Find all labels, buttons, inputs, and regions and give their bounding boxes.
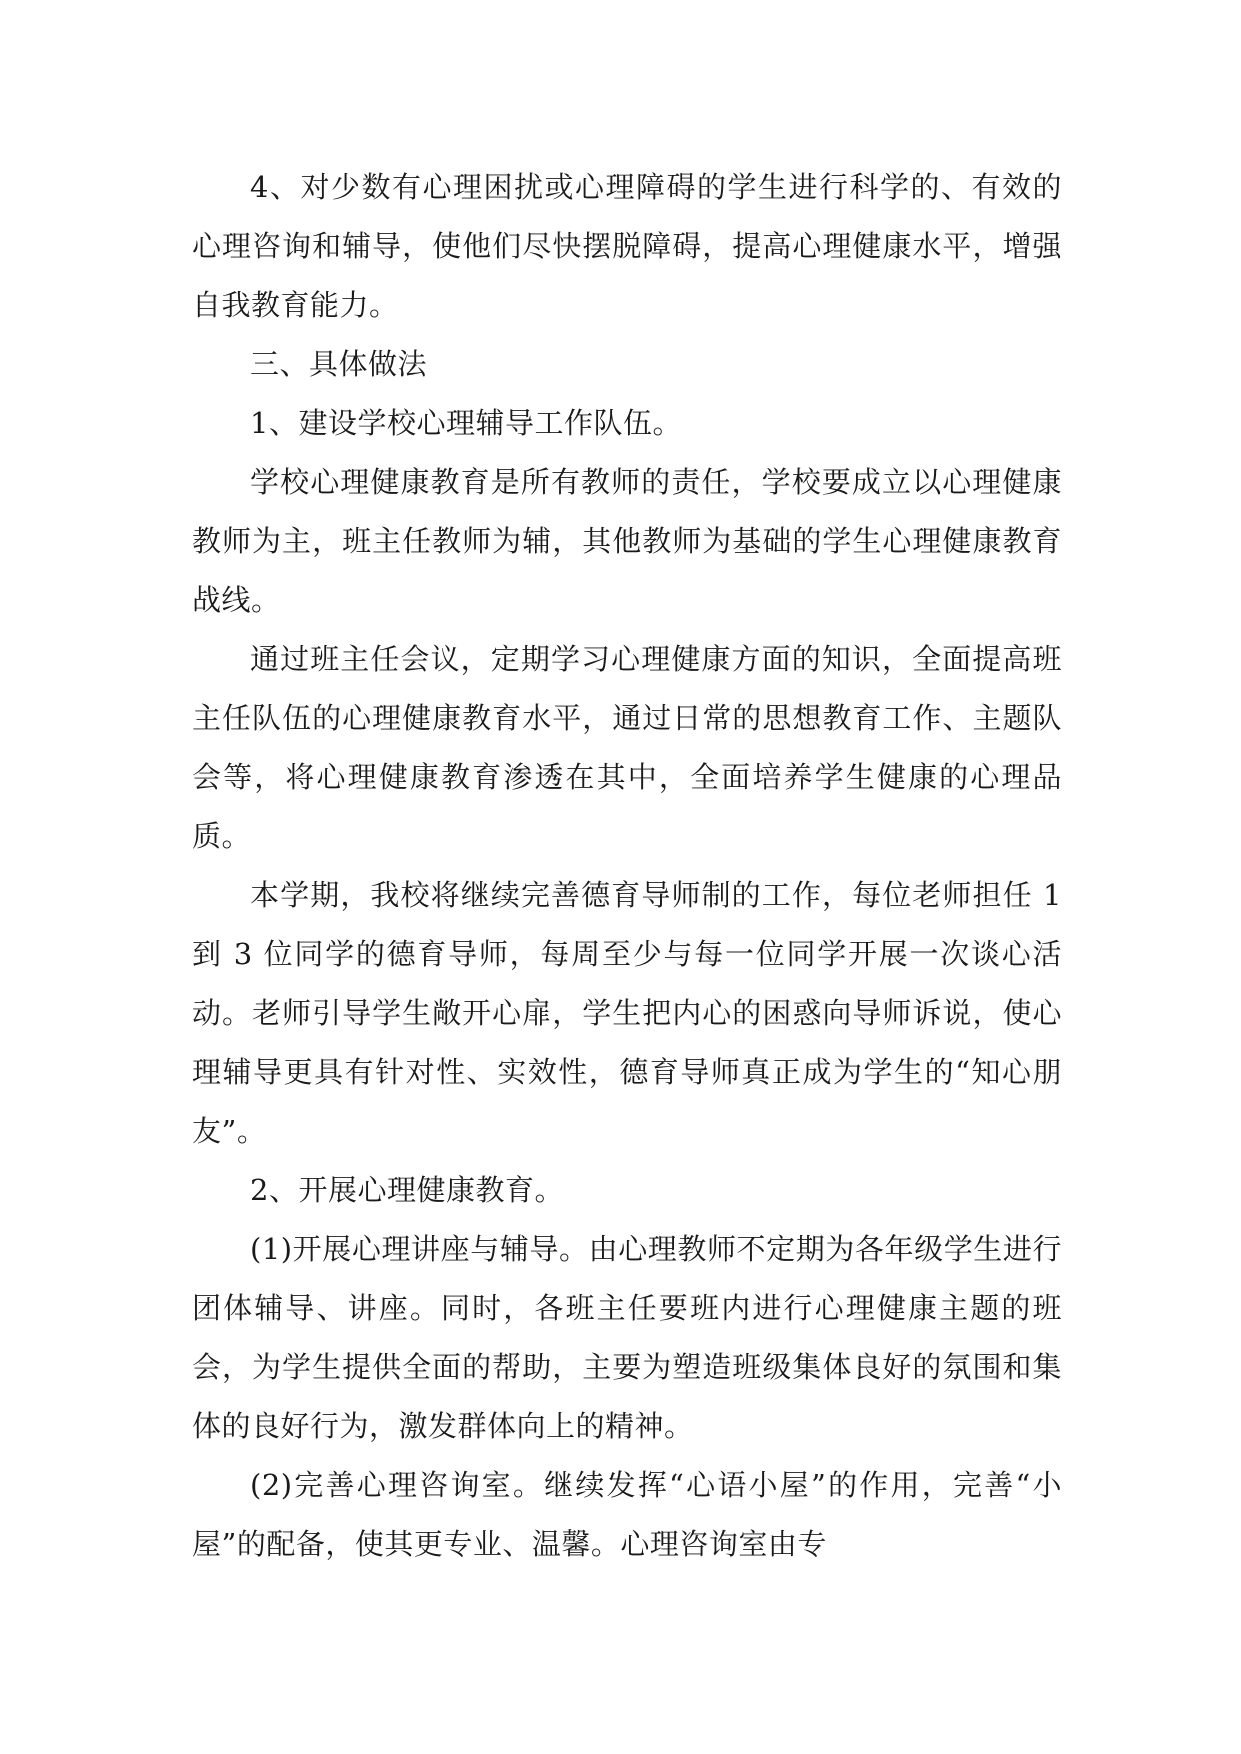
paragraph-mentor-system: 本学期，我校将继续完善德育导师制的工作，每位老师担任 1 到 3 位同学的德育导师，每周至少与每一位同学开展一次谈心活动。老师引导学生敞开心扉，学生把内心的困惑向导师诉说，使心理辅导更具有针对性、实效性，德育导师真正成为学生的“知心朋友”。 xyxy=(192,878,1062,1148)
section-heading-methods: 三、具体做法 xyxy=(250,347,428,381)
paragraph-objective-4: 4、对少数有心理困扰或心理障碍的学生进行科学的、有效的心理咨询和辅导，使他们尽快摆脱障碍，提高心理健康水平，增强自我教育能力。 xyxy=(192,170,1062,322)
paragraph-counseling-room: (2)完善心理咨询室。继续发挥“心语小屋”的作用，完善“小屋”的配备，使其更专业、温馨。心理咨询室由专 xyxy=(192,1468,1062,1561)
subheading-health-education: 2、开展心理健康教育。 xyxy=(250,1173,564,1207)
paragraph-lectures-counseling: (1)开展心理讲座与辅导。由心理教师不定期为各年级学生进行团体辅导、讲座。同时，各班主任要班内进行心理健康主题的班会，为学生提供全面的帮助，主要为塑造班级集体良好的氛围和集体的良好行为，激发群体向上的精神。 xyxy=(192,1232,1062,1443)
subheading-build-team: 1、建设学校心理辅导工作队伍。 xyxy=(250,406,682,440)
paragraph-teacher-responsibility: 学校心理健康教育是所有教师的责任，学校要成立以心理健康教师为主，班主任教师为辅，其他教师为基础的学生心理健康教育战线。 xyxy=(192,465,1062,617)
document-page xyxy=(192,158,1062,1574)
paragraph-class-teacher-meetings: 通过班主任会议，定期学习心理健康方面的知识，全面提高班主任队伍的心理健康教育水平，通过日常的思想教育工作、主题队会等，将心理健康教育渗透在其中，全面培养学生健康的心理品质。 xyxy=(192,642,1062,853)
